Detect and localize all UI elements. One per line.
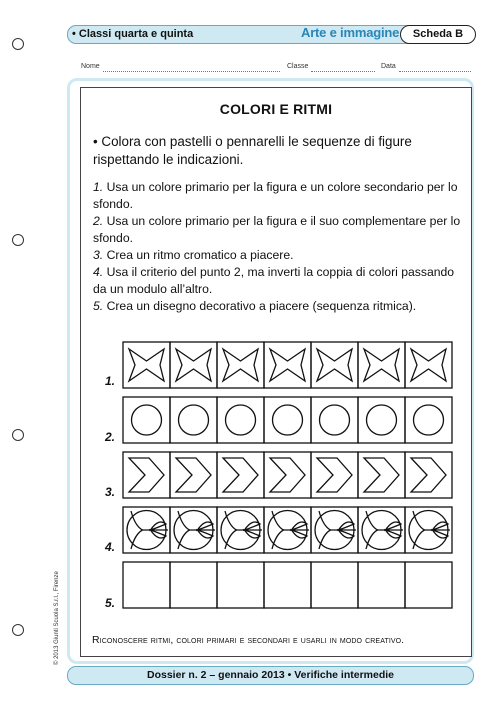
pattern-cell[interactable]	[264, 397, 311, 443]
instruction-item: 4. Usa il criterio del punto 2, ma inverti la coppia di colori passando da un modulo all’altro.	[93, 265, 455, 296]
petal-curve[interactable]	[319, 530, 331, 549]
petal-curve[interactable]	[225, 511, 237, 530]
petal-curve[interactable]	[225, 530, 237, 549]
bowtie-figure[interactable]	[223, 349, 258, 381]
circle-figure[interactable]	[179, 405, 209, 435]
leaf-figure[interactable]	[245, 530, 261, 538]
pattern-cell[interactable]	[311, 397, 358, 443]
instruction-item: 5. Crea un disegno decorativo a piacere (sequenza ritmica).	[93, 299, 417, 313]
instruction-item: 3. Crea un ritmo cromatico a piacere.	[93, 248, 294, 262]
chevron-figure[interactable]	[176, 458, 211, 492]
pattern-cell[interactable]	[123, 342, 170, 388]
row-label-2: 2.	[105, 430, 116, 444]
circle-figure[interactable]	[132, 405, 162, 435]
leaf-figure[interactable]	[386, 530, 402, 538]
leaf-figure[interactable]	[245, 522, 261, 530]
name-label: Nome	[81, 63, 100, 70]
petal-curve[interactable]	[272, 511, 284, 530]
circle-figure[interactable]	[367, 405, 397, 435]
class-label: Classe	[287, 63, 309, 70]
petal-curve[interactable]	[413, 530, 425, 549]
row-label-4: 4.	[105, 540, 116, 554]
circle-figure[interactable]	[414, 405, 444, 435]
chevron-figure[interactable]	[364, 458, 399, 492]
pattern-cell[interactable]	[123, 397, 170, 443]
date-label: Data	[381, 63, 396, 70]
chevron-figure[interactable]	[270, 458, 305, 492]
pattern-cell[interactable]	[217, 342, 264, 388]
bowtie-figure[interactable]	[364, 349, 399, 381]
petal-curve[interactable]	[413, 511, 425, 530]
copyright-note: © 2013 Giunti Scuola S.r.l., Firenze	[54, 571, 60, 665]
petal-curve[interactable]	[178, 530, 190, 549]
chevron-figure[interactable]	[129, 458, 164, 492]
bowtie-figure[interactable]	[176, 349, 211, 381]
pattern-cell[interactable]	[170, 562, 217, 608]
worksheet-title: COLORI E RITMI	[219, 101, 333, 117]
pattern-cell[interactable]	[264, 562, 311, 608]
leaf-figure[interactable]	[198, 530, 214, 538]
row-label-3: 3.	[105, 485, 116, 499]
pattern-cell[interactable]	[405, 397, 452, 443]
row-label-1: 1.	[105, 374, 116, 388]
petal-curve[interactable]	[366, 511, 378, 530]
leaf-figure[interactable]	[292, 530, 308, 538]
leaf-figure[interactable]	[433, 522, 449, 530]
instruction-item: 1. Usa un colore primario per la figura e un colore secondario per lo sfondo.	[93, 180, 458, 211]
petal-curve[interactable]	[272, 530, 284, 549]
circle-figure[interactable]	[320, 405, 350, 435]
petal-curve[interactable]	[319, 511, 331, 530]
pattern-cell[interactable]	[311, 562, 358, 608]
pattern-cell[interactable]	[170, 397, 217, 443]
instruction-item: 2. Usa un colore primario per la figura e il suo complementare per lo sfondo.	[93, 214, 461, 245]
learning-objective: Riconoscere ritmi, colori primari e secondari e usarli in modo creativo.	[92, 634, 405, 646]
pattern-cell[interactable]	[405, 562, 452, 608]
bowtie-figure[interactable]	[270, 349, 305, 381]
bowtie-figure[interactable]	[317, 349, 352, 381]
circle-figure[interactable]	[273, 405, 303, 435]
leaf-figure[interactable]	[151, 530, 167, 538]
subject-title: Arte e immagine	[301, 25, 400, 40]
class-level: • Classi quarta e quinta	[72, 28, 194, 40]
row-label-5: 5.	[105, 596, 116, 610]
petal-curve[interactable]	[131, 511, 143, 530]
bowtie-figure[interactable]	[411, 349, 446, 381]
pattern-cell[interactable]	[170, 342, 217, 388]
leaf-figure[interactable]	[386, 522, 402, 530]
petal-curve[interactable]	[366, 530, 378, 549]
chevron-figure[interactable]	[223, 458, 258, 492]
pattern-cell[interactable]	[358, 397, 405, 443]
leaf-figure[interactable]	[339, 522, 355, 530]
petal-curve[interactable]	[131, 530, 143, 549]
pattern-cell[interactable]	[358, 342, 405, 388]
pattern-cell[interactable]	[405, 342, 452, 388]
leaf-figure[interactable]	[339, 530, 355, 538]
leaf-figure[interactable]	[292, 522, 308, 530]
pattern-cell[interactable]	[217, 397, 264, 443]
circle-figure[interactable]	[226, 405, 256, 435]
pattern-cell[interactable]	[123, 562, 170, 608]
leaf-figure[interactable]	[151, 522, 167, 530]
sheet-badge: Scheda B	[400, 25, 476, 44]
petal-curve[interactable]	[178, 511, 190, 530]
pattern-cell[interactable]	[264, 342, 311, 388]
pattern-cell[interactable]	[358, 562, 405, 608]
footer-bar: Dossier n. 2 – gennaio 2013 • Verifiche intermedie	[67, 666, 474, 685]
pattern-cell[interactable]	[311, 342, 358, 388]
chevron-figure[interactable]	[317, 458, 352, 492]
leaf-figure[interactable]	[198, 522, 214, 530]
bowtie-figure[interactable]	[129, 349, 164, 381]
pattern-cell[interactable]	[217, 562, 264, 608]
chevron-figure[interactable]	[411, 458, 446, 492]
leaf-figure[interactable]	[433, 530, 449, 538]
worksheet-intro: • Colora con pastelli o pennarelli le sequenze di figure rispettando le indicazioni.	[93, 134, 412, 167]
